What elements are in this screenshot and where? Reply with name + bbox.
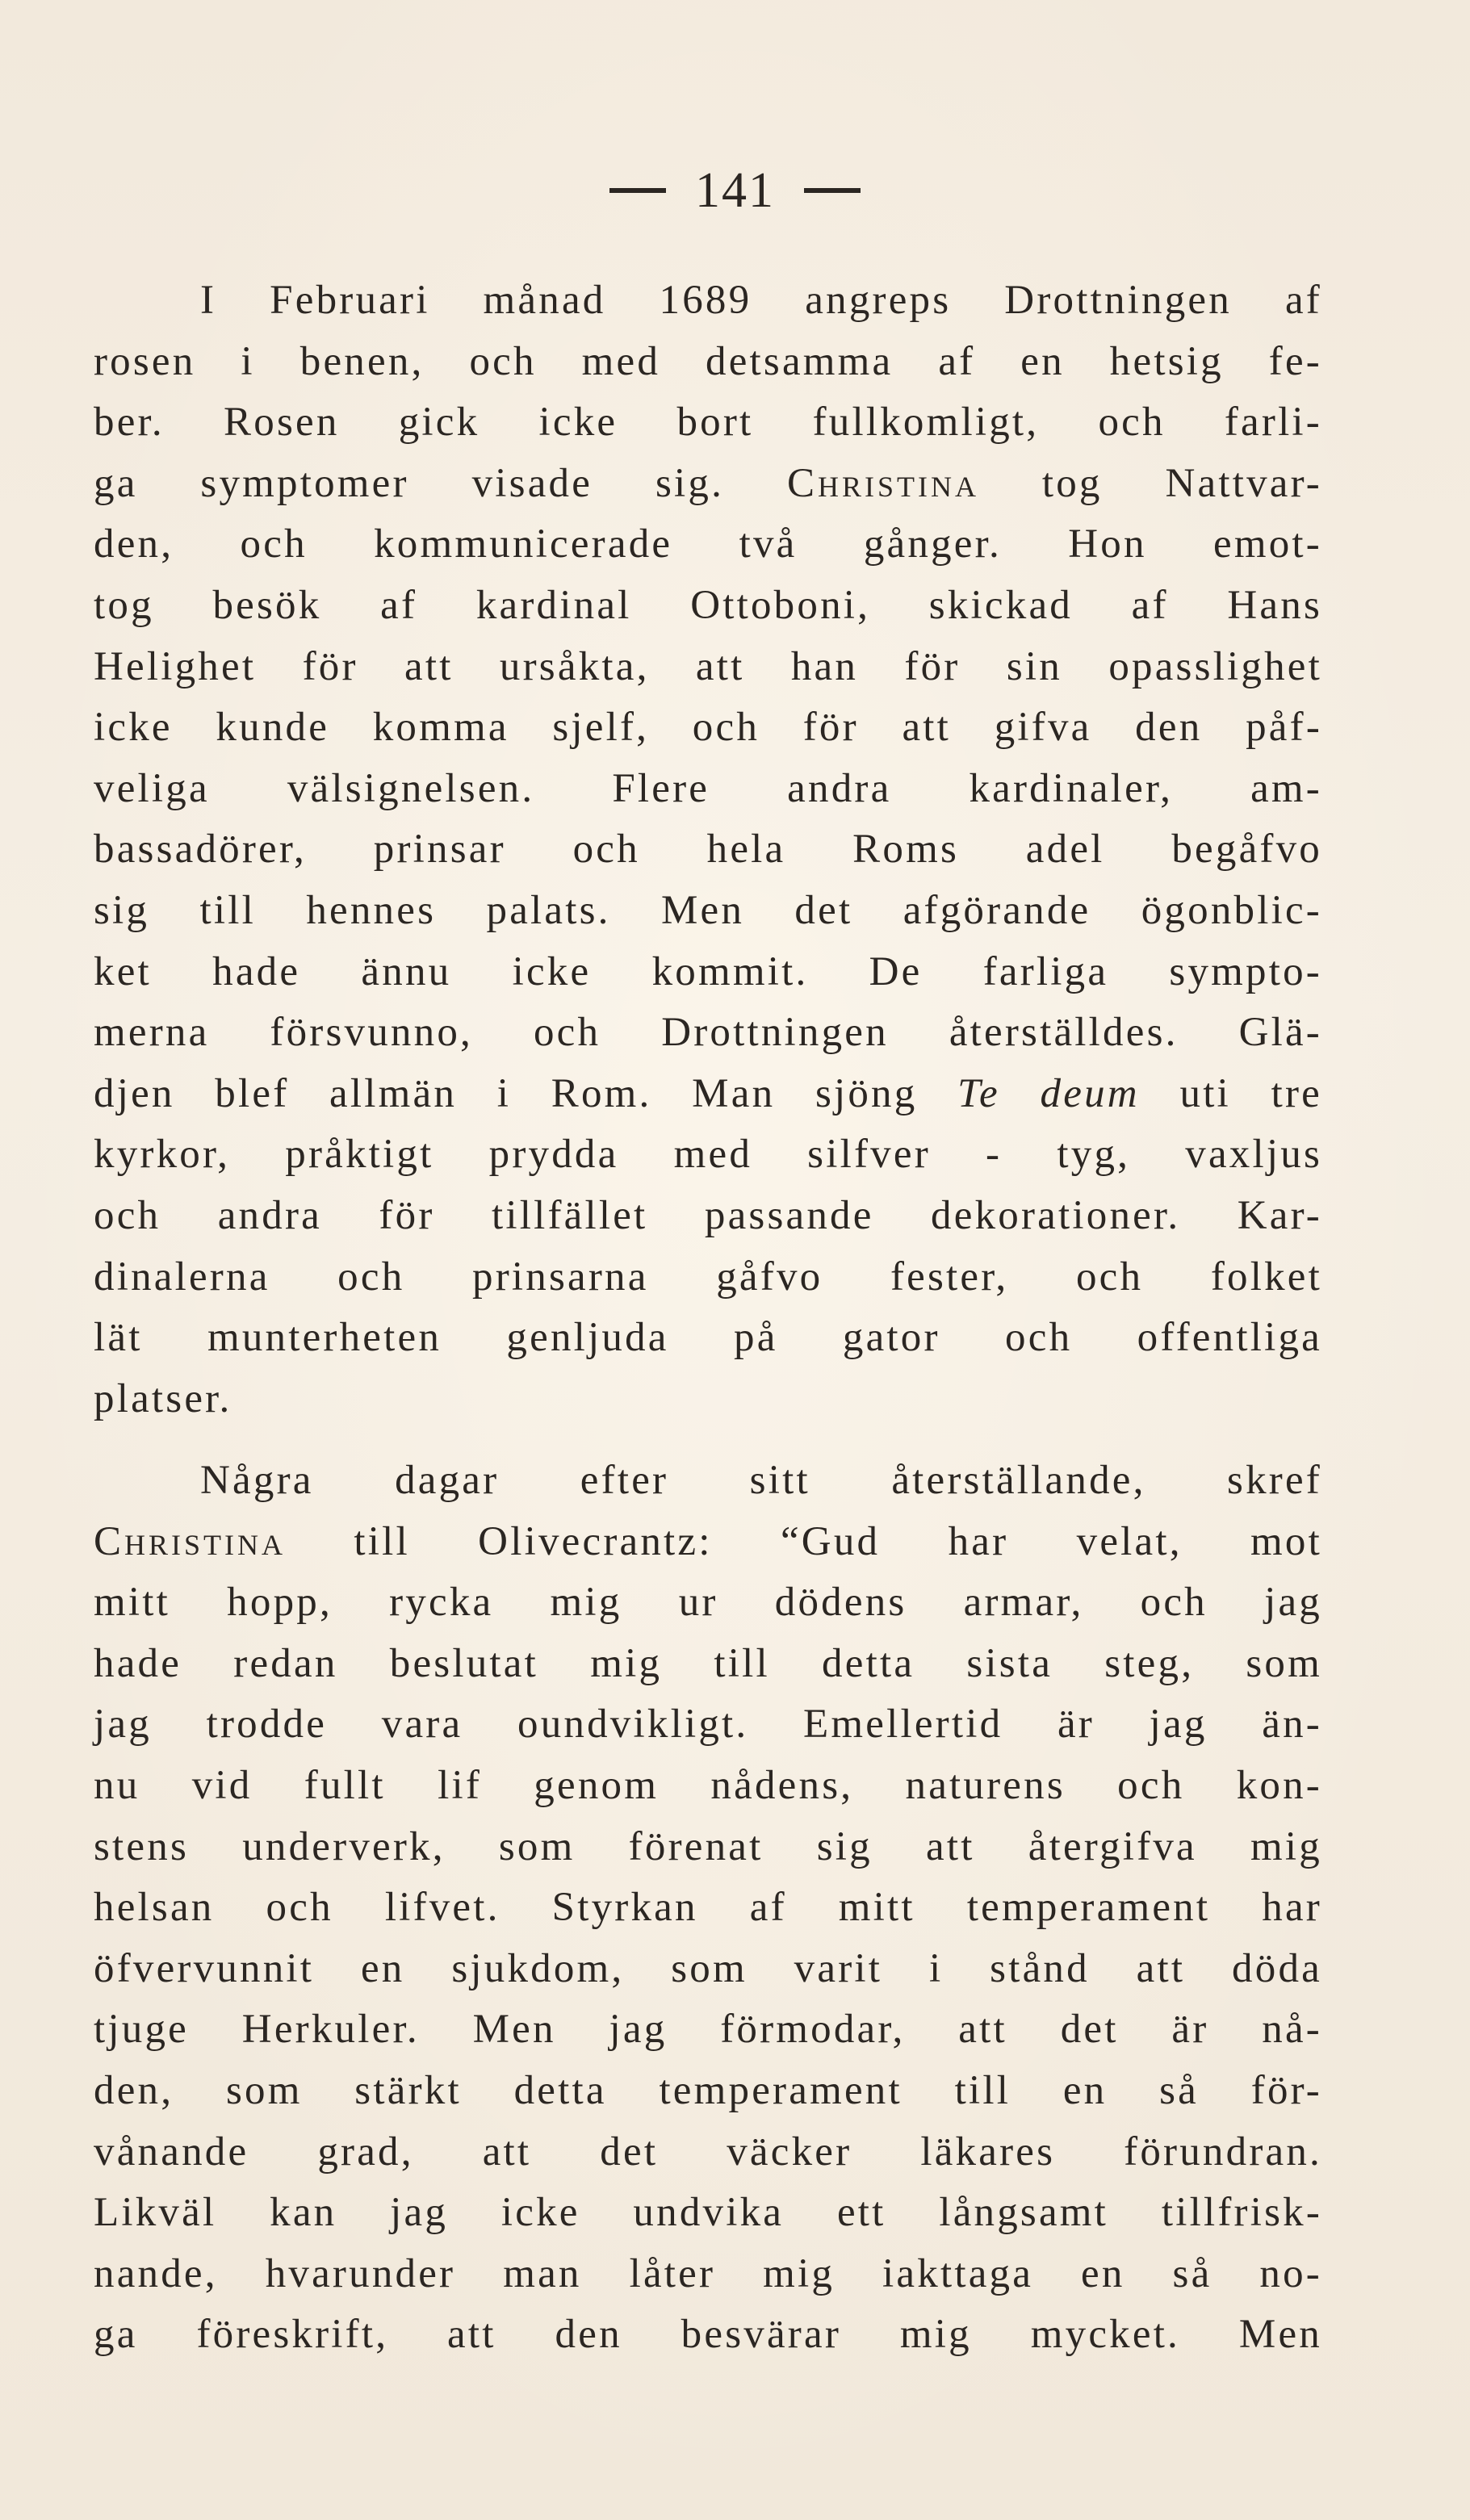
paragraph-2 bbox=[94, 1450, 1322, 2427]
text-line bbox=[94, 2366, 1322, 2427]
text-line: öfvervunnit en sjukdom, som varit i stånd att döda bbox=[94, 1945, 1322, 1991]
text-segment: djen blef allmän i Rom. Man sjöng bbox=[94, 1070, 958, 1116]
text-line: ga föreskrift, att den besvärar mig mycket. Men bbox=[94, 2312, 1322, 2358]
page-number: 141 bbox=[695, 163, 775, 218]
paragraph-1 bbox=[94, 270, 1322, 1430]
text-line bbox=[94, 1064, 1322, 1125]
text-line: den, som stärkt detta temperament till en så för- bbox=[94, 2067, 1322, 2113]
text-line: tjuge Herkuler. Men jag förmodar, att det är nå- bbox=[94, 2007, 1322, 2053]
text-line: tog besök af kardinal Ottoboni, skickad af Hans bbox=[94, 582, 1322, 628]
text-line: Likväl kan jag icke undvika ett långsamt tillfrisk- bbox=[94, 2190, 1322, 2236]
text-segment: ga symptomer visade sig. bbox=[94, 460, 787, 506]
text-line bbox=[94, 454, 1322, 515]
text-line: icke kunde komma sjelf, och för att gifva den påf- bbox=[94, 705, 1322, 751]
text-line: rosen i benen, och med detsamma af en hetsig fe- bbox=[94, 338, 1322, 384]
text-line: platser. bbox=[94, 1375, 232, 1421]
header-dash-left bbox=[609, 188, 666, 193]
text-line: kyrkor, pråktigt prydda med silfver - tyg, vaxljus bbox=[94, 1132, 1322, 1178]
text-line: och andra för tillfället passande dekorationer. Kar- bbox=[94, 1192, 1322, 1238]
name-christina: Christina bbox=[786, 460, 979, 506]
text-line: merna försvunno, och Drottningen återställdes. Glä- bbox=[94, 1010, 1322, 1056]
text-line: veliga välsignelsen. Flere andra kardinaler, am- bbox=[94, 765, 1322, 811]
text-line: ber. Rosen gick icke bort fullkomligt, och farli- bbox=[94, 400, 1322, 446]
text-line: sig till hennes palats. Men det afgörande ögonblic- bbox=[94, 887, 1322, 933]
text-line: Helighet för att ursåkta, att han för sin opasslighet bbox=[94, 643, 1322, 689]
text-line: hade redan beslutat mig till detta sista steg, som bbox=[94, 1640, 1322, 1686]
text-line: vånande grad, att det väcker läkares förundran. bbox=[94, 2129, 1322, 2175]
text-line: I Februari månad 1689 angreps Drottningen af bbox=[200, 278, 1322, 323]
header-dash-right bbox=[804, 188, 861, 193]
name-christina: Christina bbox=[94, 1518, 287, 1564]
text-segment: tog Nattvar- bbox=[978, 460, 1322, 506]
text-line bbox=[94, 1512, 1322, 1573]
text-line: mitt hopp, rycka mig ur dödens armar, och jag bbox=[94, 1580, 1322, 1626]
text-line: jag trodde vara oundvikligt. Emellertid är jag än- bbox=[94, 1702, 1322, 1748]
text-line: helsan och lifvet. Styrkan af mitt temperament har bbox=[94, 1885, 1322, 1931]
text-line: lät munterheten genljuda på gator och offentliga bbox=[94, 1315, 1322, 1361]
italic-te-deum: Te deum bbox=[957, 1070, 1140, 1116]
text-line: nande, hvarunder man låter mig iakttaga en så no- bbox=[94, 2250, 1322, 2296]
text-line: nu vid fullt lif genom nådens, naturens och kon- bbox=[94, 1762, 1322, 1808]
text-line: dinalerna och prinsarna gåfvo fester, och folket bbox=[94, 1254, 1322, 1300]
text-segment: till Olivecrantz: “Gud har velat, mot bbox=[286, 1518, 1322, 1564]
text-segment: uti tre bbox=[1139, 1070, 1322, 1116]
text-line: stens underverk, som förenat sig att återgifva mig bbox=[94, 1823, 1322, 1869]
text-line: bassadörer, prinsar och hela Roms adel begåfvo bbox=[94, 827, 1322, 873]
text-line: den, och kommunicerade två gånger. Hon emot- bbox=[94, 521, 1322, 567]
text-line: ket hade ännu icke kommit. De farliga sympto- bbox=[94, 948, 1322, 994]
page-header bbox=[0, 158, 1470, 223]
text-line: Några dagar efter sitt återställande, skref bbox=[200, 1458, 1322, 1503]
